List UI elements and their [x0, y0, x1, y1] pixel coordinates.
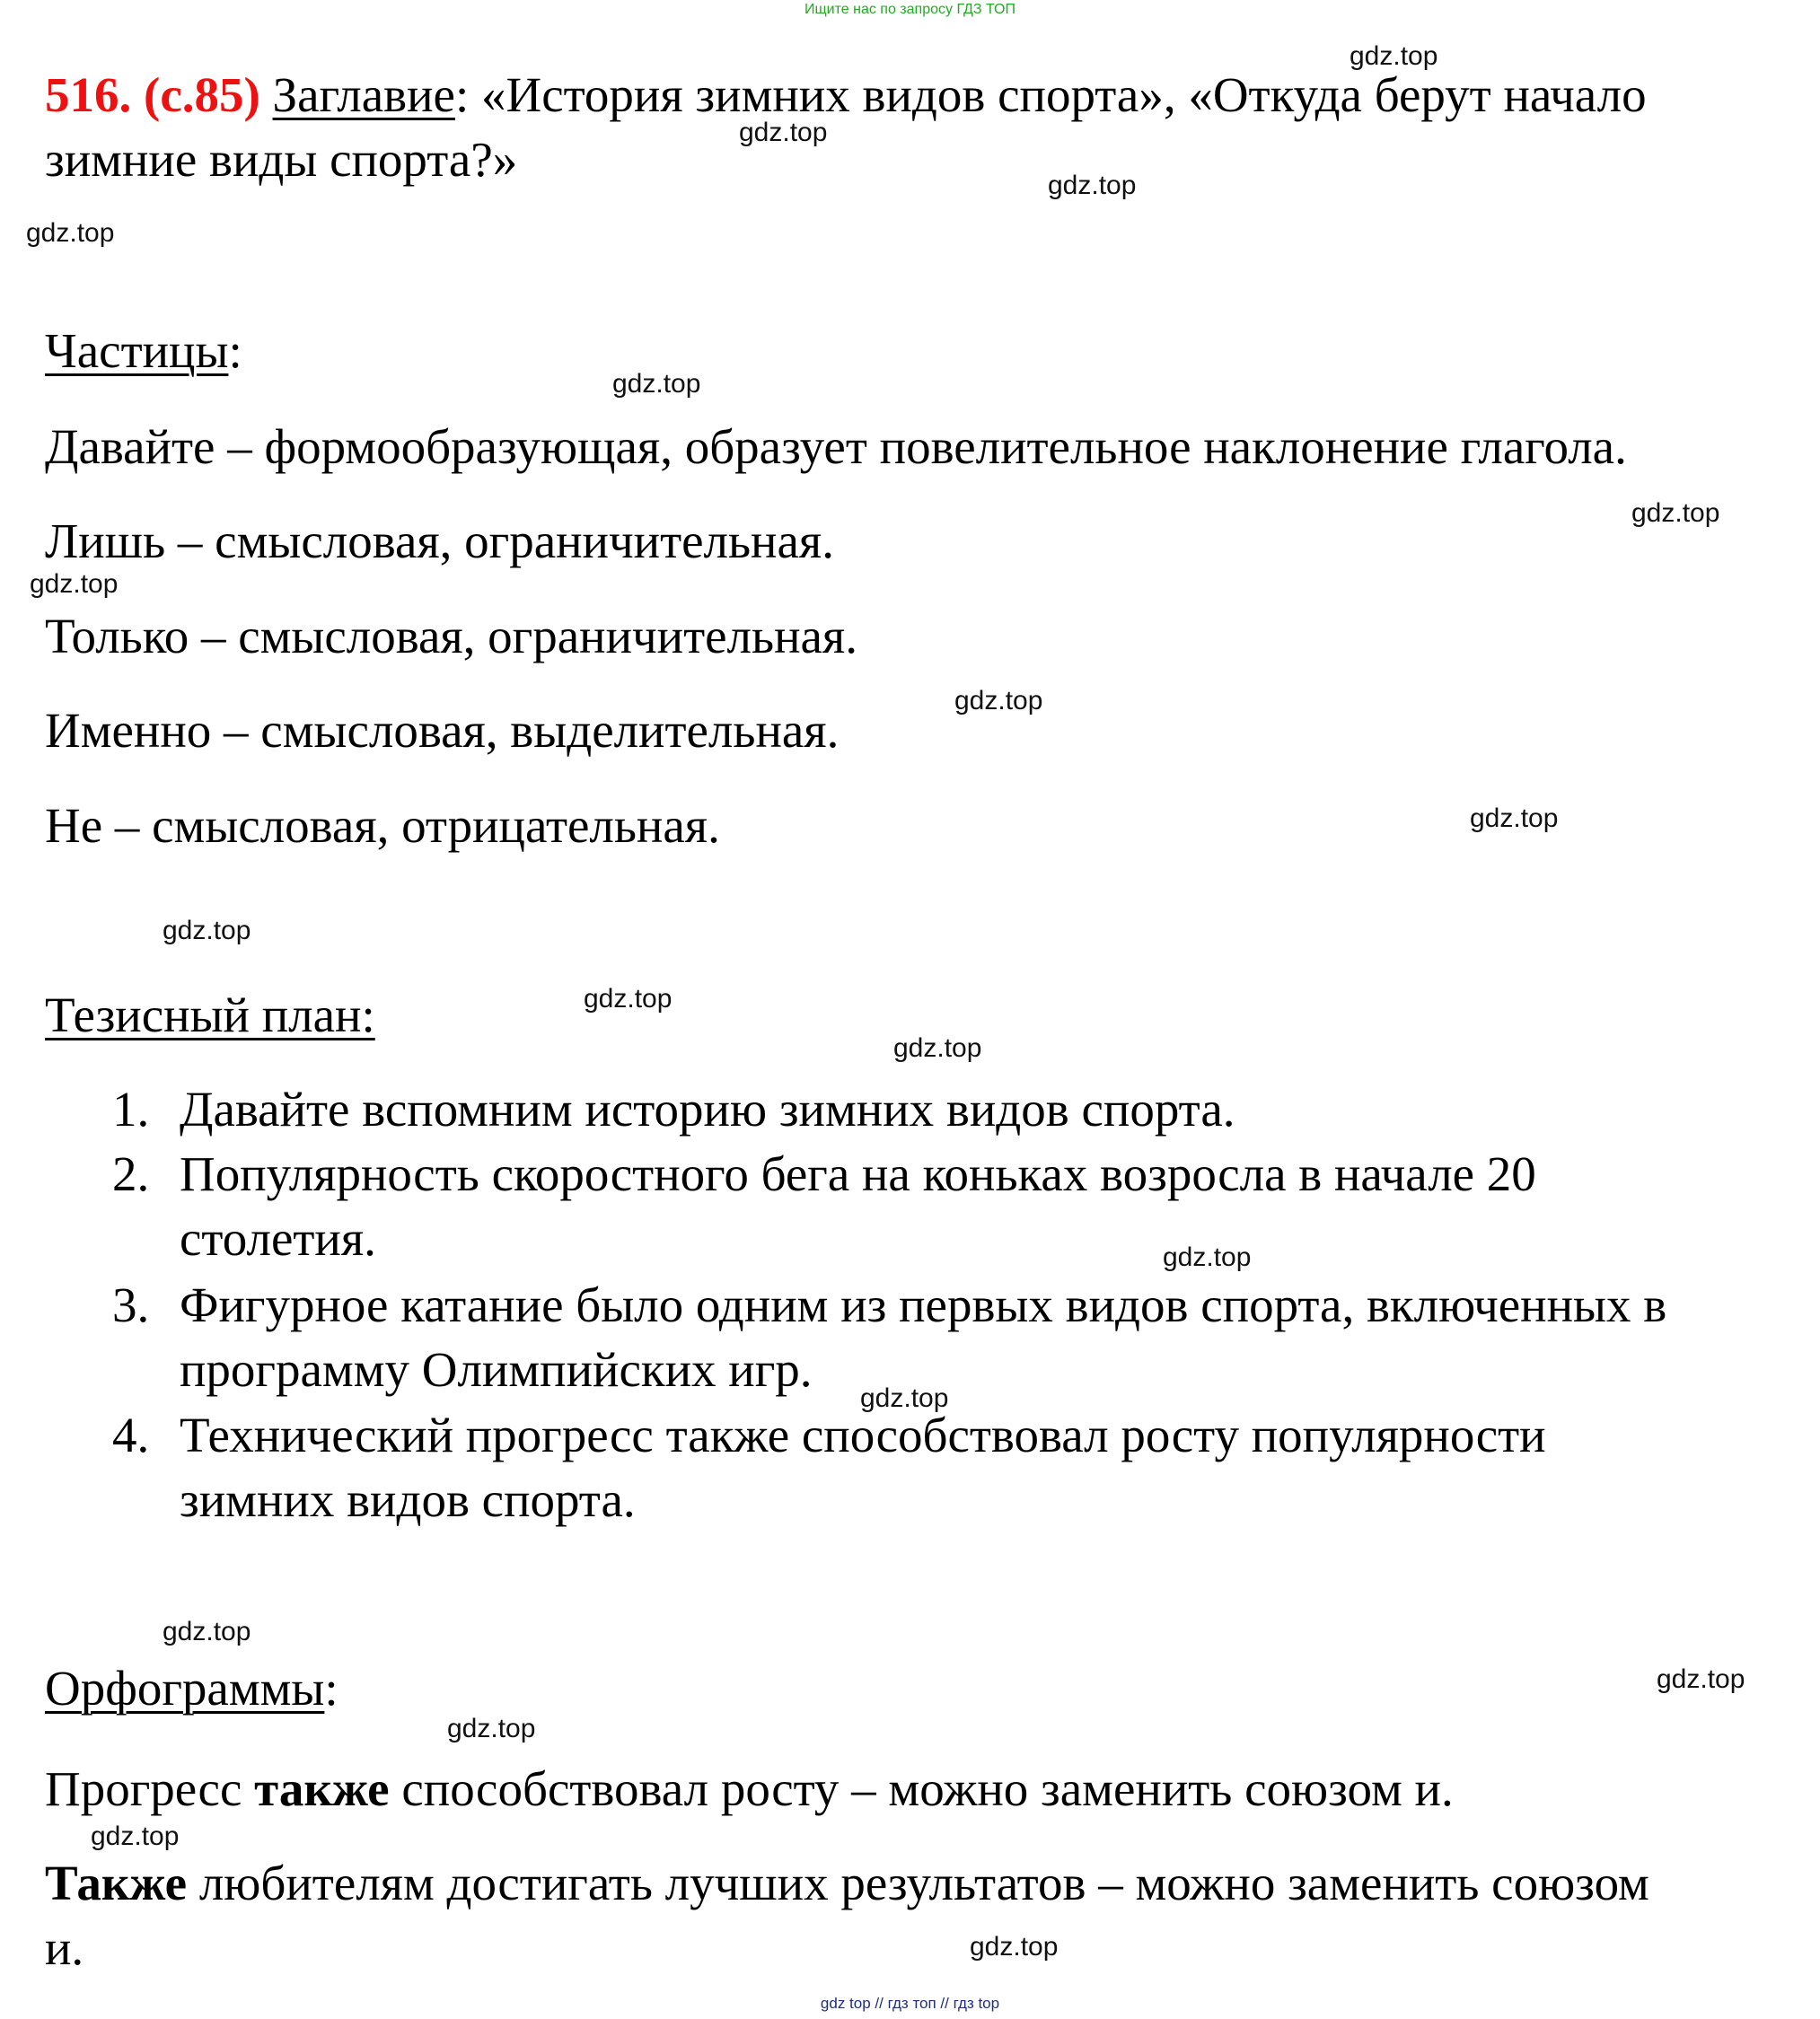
watermark: gdz.top: [893, 1033, 982, 1063]
plan-item-number: 2.: [112, 1146, 150, 1201]
plan-item-text: зимних видов спорта.: [180, 1472, 636, 1527]
watermark: gdz.top: [970, 1932, 1059, 1962]
watermark: gdz.top: [1048, 171, 1137, 200]
watermark: gdz.top: [739, 118, 828, 147]
plan-item-text: Популярность скоростного бега на коньках возросла в начале 20: [180, 1146, 1536, 1201]
plan-item-number: 3.: [112, 1277, 150, 1332]
particle-item: Лишь – смысловая, ограничительная.: [45, 514, 834, 568]
watermark: gdz.top: [30, 569, 119, 599]
plan-item-text: Фигурное катание было одним из первых видов спорта, включенных в: [180, 1277, 1667, 1332]
orthogram-line: и.: [45, 1920, 84, 1975]
particle-item: Не – смысловая, отрицательная.: [45, 798, 720, 853]
watermark: gdz.top: [163, 916, 251, 945]
plan-item-text: Технический прогресс также способствовал росту популярности: [180, 1408, 1546, 1462]
plan-item-number: 1.: [112, 1082, 150, 1137]
particle-item: Именно – смысловая, выделительная.: [45, 703, 840, 758]
header-note: Ищите нас по запросу ГДЗ ТОП: [804, 2, 1016, 17]
watermark: gdz.top: [860, 1383, 949, 1413]
particles-heading: Частицы:: [45, 323, 242, 378]
watermark: gdz.top: [1631, 498, 1720, 528]
title-label: Заглавие: [272, 67, 455, 122]
orthogram-line: Также любителям достигать лучших результатов – можно заменить союзом: [45, 1856, 1649, 1910]
watermark: gdz.top: [612, 369, 701, 399]
task-title-line-1: [45, 63, 1796, 127]
watermark: gdz.top: [1350, 41, 1438, 71]
plan-item-text: программу Олимпийских игр.: [180, 1342, 813, 1397]
plan-heading: Тезисный план:: [45, 988, 375, 1042]
task-title-line-2: зимние виды спорта?»: [45, 132, 518, 187]
watermark: gdz.top: [954, 686, 1043, 715]
watermark: gdz.top: [1657, 1664, 1745, 1694]
footer-note: gdz top // гдз топ // гдз top: [820, 1995, 1000, 2012]
particle-item: Только – смысловая, ограничительная.: [45, 609, 857, 663]
orthograms-heading: Орфограммы:: [45, 1661, 339, 1716]
watermark: gdz.top: [91, 1821, 180, 1851]
watermark: gdz.top: [1470, 803, 1559, 833]
watermark: gdz.top: [1163, 1242, 1252, 1272]
plan-item-number: 4.: [112, 1408, 150, 1462]
orthogram-line: Прогресс также способствовал росту – можно заменить союзом и.: [45, 1761, 1454, 1816]
watermark: gdz.top: [163, 1617, 251, 1646]
particle-item: Давайте – формообразующая, образует повелительное наклонение глагола.: [45, 419, 1627, 474]
task-number: 516. (с.85): [45, 67, 260, 122]
plan-item-text: Давайте вспомним историю зимних видов спорта.: [180, 1082, 1235, 1137]
plan-item-text: столетия.: [180, 1211, 376, 1266]
watermark: gdz.top: [584, 984, 673, 1014]
title-text: : «История зимних видов спорта», «Откуда берут начало: [454, 67, 1647, 122]
watermark: gdz.top: [447, 1714, 536, 1743]
watermark: gdz.top: [26, 218, 115, 248]
